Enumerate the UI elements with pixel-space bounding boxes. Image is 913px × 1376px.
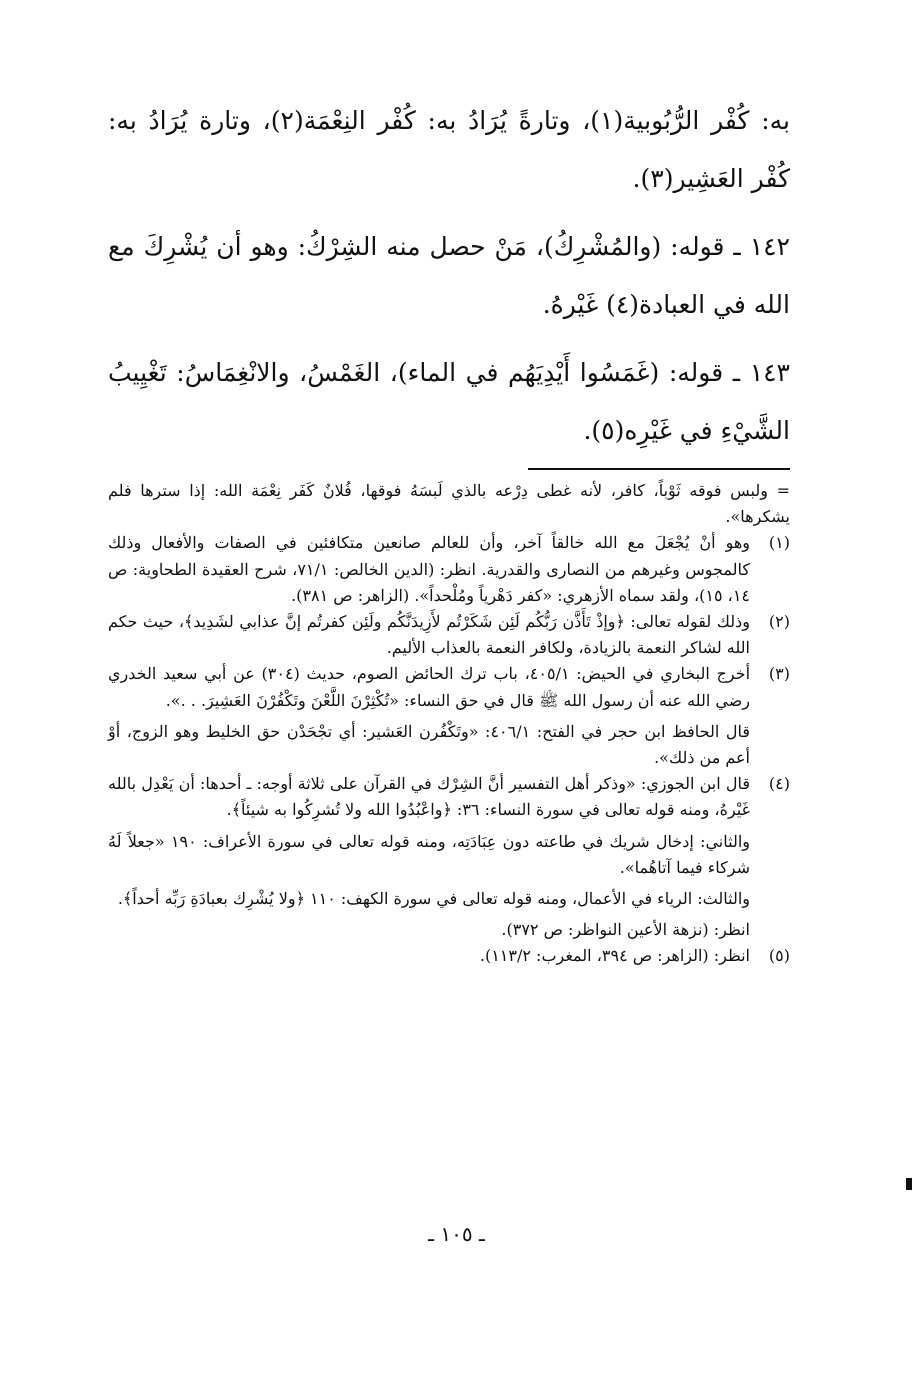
footnote-1	[108, 530, 790, 609]
footnote-text: والثاني: إدخال شريك في طاعته دون عِبَادَتِه، ومنه قوله تعالى في سورة الأعراف: ١٩٠ «جعلاً لَهُ شركاء فيما آتاهُما».	[108, 831, 750, 877]
footnote-text: والثالث: الرياء في الأعمال، ومنه قوله تعالى في سورة الكهف: ١١٠ ﴿ولا يُشْرِك بعبادَةِ رَبِّه أحداً﴾.	[117, 889, 750, 909]
footnote-text: قال الحافظ ابن حجر في الفتح: ٤٠٦/١: «وتَكْفُرن العَشير: أي تجْحَدْن حق الخليط وهو الزوج، أوْ أعم من ذلك».	[108, 721, 751, 768]
scan-edge-mark	[906, 1178, 912, 1190]
footnote-5	[108, 943, 790, 969]
page-number: ـ ١٠٥ ـ	[428, 1222, 485, 1246]
footnote-continuation-text: = ولبس فوقه ثَوْباً، كافر، لأنه غطى دِرْعه بالذي لَبسَهُ فوقها، فُلانٌ كَفَر نِعْمَة الله: إذا سترها فلم يشكرها».	[108, 481, 790, 527]
main-paragraph: به: كُفْر الرُّبُوبية(١)، وتارةً يُرَادُ به: كُفْر النِعْمَة(٢)، وتارة يُرَادُ به: كُفْر العَشِير(٣).	[108, 106, 790, 193]
footnote-text: وهو أنْ يُجْعَلَ مع الله خالقاً آخر، وأن للعالم صانعين متكافئين في الصفات والأفعال وذلك كالمجوس وغيرهم من النصارى والقدرية. انظر: (الدين الخالص: ٧١/١، شرح العقيدة الطحاوية: ص ١٤، ١٥)، ولقد سماه الأزهري: «كفر دَهْرياً ومُلْحداً». (الزاهر: ص ٣٨١).	[108, 533, 751, 605]
footnote-4	[108, 771, 790, 943]
footnote-text: وذلك لقوله تعالى: ﴿وإذْ تَأَذَّن رَبُّكُم لَئِن شَكَرْتُم لأَزِيدَنَّكُم ولَئِن كفرتُم إنَّ عذابي لشَدِيد﴾، حيث حكم الله لشاكر النعمة بالزيادة، ولكافر النعمة بالعذاب الأليم.	[108, 612, 750, 658]
footnote-3	[108, 661, 790, 771]
footnote-number: (٢)	[768, 612, 790, 632]
footnote-number: (٣)	[768, 664, 790, 684]
footnote-number: (٥)	[768, 946, 790, 966]
main-text	[108, 92, 790, 470]
footnote-separator	[528, 468, 790, 470]
footnote-2	[108, 609, 790, 661]
entry-143: ١٤٣ ـ قوله: (غَمَسُوا أَيْدِيَهُم في الماء)، الغَمْسُ، والانْغِمَاسُ: تَغْيِيبُ الشَّيْءِ في غَيْرِه(٥).	[108, 358, 790, 445]
footnote-number: (٤)	[768, 774, 790, 794]
footnotes	[108, 478, 790, 970]
footnote-text: انظر: (نزهة الأعين النواظر: ص ٣٧٢).	[501, 920, 750, 940]
footnote-text: انظر: (الزاهر: ص ٣٩٤، المغرب: ١١٣/٢).	[479, 946, 750, 966]
entry-142: ١٤٢ ـ قوله: (والمُشْرِكُ)، مَنْ حصل منه الشِرْكُ: وهو أن يُشْرِكَ مع الله في العبادة(٤) غَيْرهُ.	[108, 232, 790, 319]
footnote-number: (١)	[768, 533, 790, 553]
footnote-text: قال ابن الجوزي: «وذكر أهل التفسير أنَّ الشِرْك في القرآن على ثلاثة أوجه: ـ أحدها: أن يَعْدِل بالله غَيْرهُ، ومنه قوله تعالى في سورة النساء: ٣٦: ﴿واعْبُدُوا الله ولا تُشرِكُوا به شيئاً﴾.	[108, 774, 750, 820]
footnote-text: أخرج البخاري في الحيض: ٤٠٥/١، باب ترك الحائض الصوم، حديث (٣٠٤) عن أبي سعيد الخدري رضي الله عنه أن رسول الله ﷺ قال في حق النساء: «تُكْثِرْنَ اللَّعْنَ وتَكْفُرْنَ العَشِيرَ. . .».	[108, 664, 751, 710]
footnote-continuation	[108, 478, 790, 530]
